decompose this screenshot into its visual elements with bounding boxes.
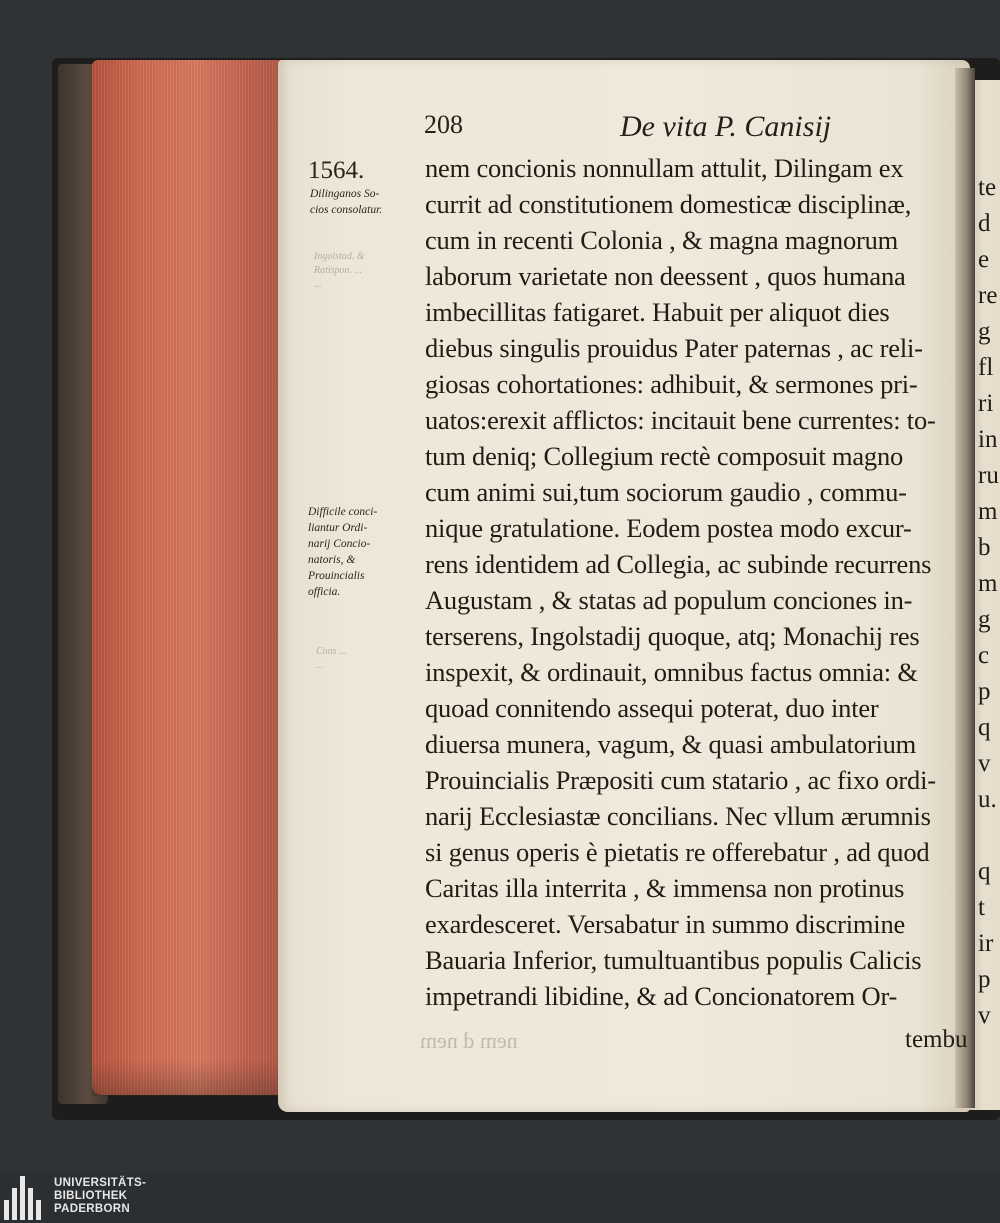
red-page-edges bbox=[92, 60, 282, 1095]
text-line: exardesceret. Versabatur in summo discrimine bbox=[425, 909, 906, 939]
catchword: tembu bbox=[905, 1026, 968, 1053]
text-line: narij Ecclesiastæ concilians. Nec vllum ærumnis bbox=[425, 801, 931, 831]
running-head: De vita P. Canisij bbox=[620, 110, 832, 143]
text-line: Prouincialis Præpositi cum statario , ac fixo ordi- bbox=[425, 765, 936, 795]
facing-page-fragment: m bbox=[978, 498, 998, 525]
library-name-line-3: PADERBORN bbox=[54, 1203, 130, 1215]
marginal-note-2: Difficile conci- liantur Ordi- narij Concio- natoris, & Prouincialis officia. bbox=[308, 506, 378, 598]
bleed-through-note-1: Ingolstad. & Ratispon. ... ... bbox=[314, 251, 365, 290]
facing-page-fragment: v bbox=[978, 750, 991, 777]
text-line: imbecillitas fatigaret. Habuit per aliquot dies bbox=[425, 297, 890, 327]
facing-page-fragment: v bbox=[978, 1002, 991, 1029]
text-line: diuersa munera, vagum, & quasi ambulatorium bbox=[425, 729, 917, 759]
bleed-through-note-2: Cons ... ... bbox=[316, 646, 347, 671]
text-line: Bauaria Inferior, tumultuantibus populis Calicis bbox=[425, 945, 922, 975]
facing-page-fragment: b bbox=[978, 534, 991, 561]
show-through-text: nem d nem bbox=[420, 1028, 518, 1053]
page-edge-shadow bbox=[92, 1060, 282, 1096]
text-line: giosas cohortationes: adhibuit, & sermones pri- bbox=[425, 369, 918, 399]
facing-page-fragment bbox=[978, 818, 1000, 854]
text-line: Augustam , & statas ad populum conciones in- bbox=[425, 585, 913, 615]
facing-page-fragment: p bbox=[978, 966, 991, 993]
marginal-note-1: Dilinganos So- cios consolatur. bbox=[310, 188, 383, 216]
body-text bbox=[425, 150, 961, 1050]
facing-page-fragment: ru bbox=[978, 462, 999, 489]
facing-page-fragment: c bbox=[978, 642, 990, 669]
text-line: uatos:erexit afflictos: incitauit bene currentes: to- bbox=[425, 405, 936, 435]
page-number: 208 bbox=[424, 110, 463, 139]
facing-page-fragment: q bbox=[978, 714, 991, 741]
library-name bbox=[54, 1177, 146, 1216]
library-footer bbox=[0, 1172, 1000, 1223]
text-line: quoad connitendo assequi poterat, duo inter bbox=[425, 693, 879, 723]
facing-page-fragment: e bbox=[978, 246, 990, 273]
library-name-line-2: BIBLIOTHEK bbox=[54, 1190, 128, 1202]
text-line: laborum varietate non deessent , quos humana bbox=[425, 261, 906, 291]
facing-page-fragment: d bbox=[978, 210, 991, 237]
facing-page-fragment: re bbox=[978, 282, 998, 309]
text-line: si genus operis è pietatis re offerebatur , ad quod bbox=[425, 837, 930, 867]
text-line: cum in recenti Colonia , & magna magnorum bbox=[425, 225, 899, 255]
facing-page-fragment: ir bbox=[978, 930, 994, 957]
text-line: nique gratulatione. Eodem postea modo excur- bbox=[425, 513, 912, 543]
text-line: tum deniq; Collegium rectè composuit magno bbox=[425, 441, 904, 471]
margin-year: 1564. bbox=[308, 157, 365, 184]
facing-page-fragment: g bbox=[978, 318, 991, 345]
facing-page-fragment: fl bbox=[978, 354, 994, 381]
text-line: currit ad constitutionem domesticæ disciplinæ, bbox=[425, 189, 912, 219]
library-name-line-1: UNIVERSITÄTS- bbox=[54, 1177, 147, 1189]
facing-page-fragment: p bbox=[978, 678, 991, 705]
facing-page-fragment: q bbox=[978, 858, 991, 885]
text-line: diebus singulis prouidus Pater paternas , ac reli- bbox=[425, 333, 923, 363]
facing-page-fragment: m bbox=[978, 570, 998, 597]
text-line: impetrandi libidine, & ad Concionatorem Or- bbox=[425, 981, 898, 1011]
text-line: rens identidem ad Collegia, ac subinde recurrens bbox=[425, 549, 932, 579]
facing-page-fragment: t bbox=[978, 894, 985, 921]
facing-page-fragment: in bbox=[978, 426, 998, 453]
text-line: cum animi sui,tum sociorum gaudio , commu- bbox=[425, 477, 907, 507]
facing-page-fragment: ri bbox=[978, 390, 994, 417]
facing-page-fragment: g bbox=[978, 606, 991, 633]
text-line: Caritas illa interrita , & immensa non protinus bbox=[425, 873, 905, 903]
text-line: terserens, Ingolstadij quoque, atq; Monachij res bbox=[425, 621, 920, 651]
text-line: inspexit, & ordinauit, omnibus factus omnia: & bbox=[425, 657, 918, 687]
facing-page-text bbox=[978, 170, 1000, 1034]
library-logo-icon bbox=[2, 1176, 46, 1220]
facing-page-fragment: te bbox=[978, 174, 997, 201]
text-line: nem concionis nonnullam attulit, Dilingam ex bbox=[425, 153, 904, 183]
facing-page-fragment: u. bbox=[978, 786, 997, 813]
